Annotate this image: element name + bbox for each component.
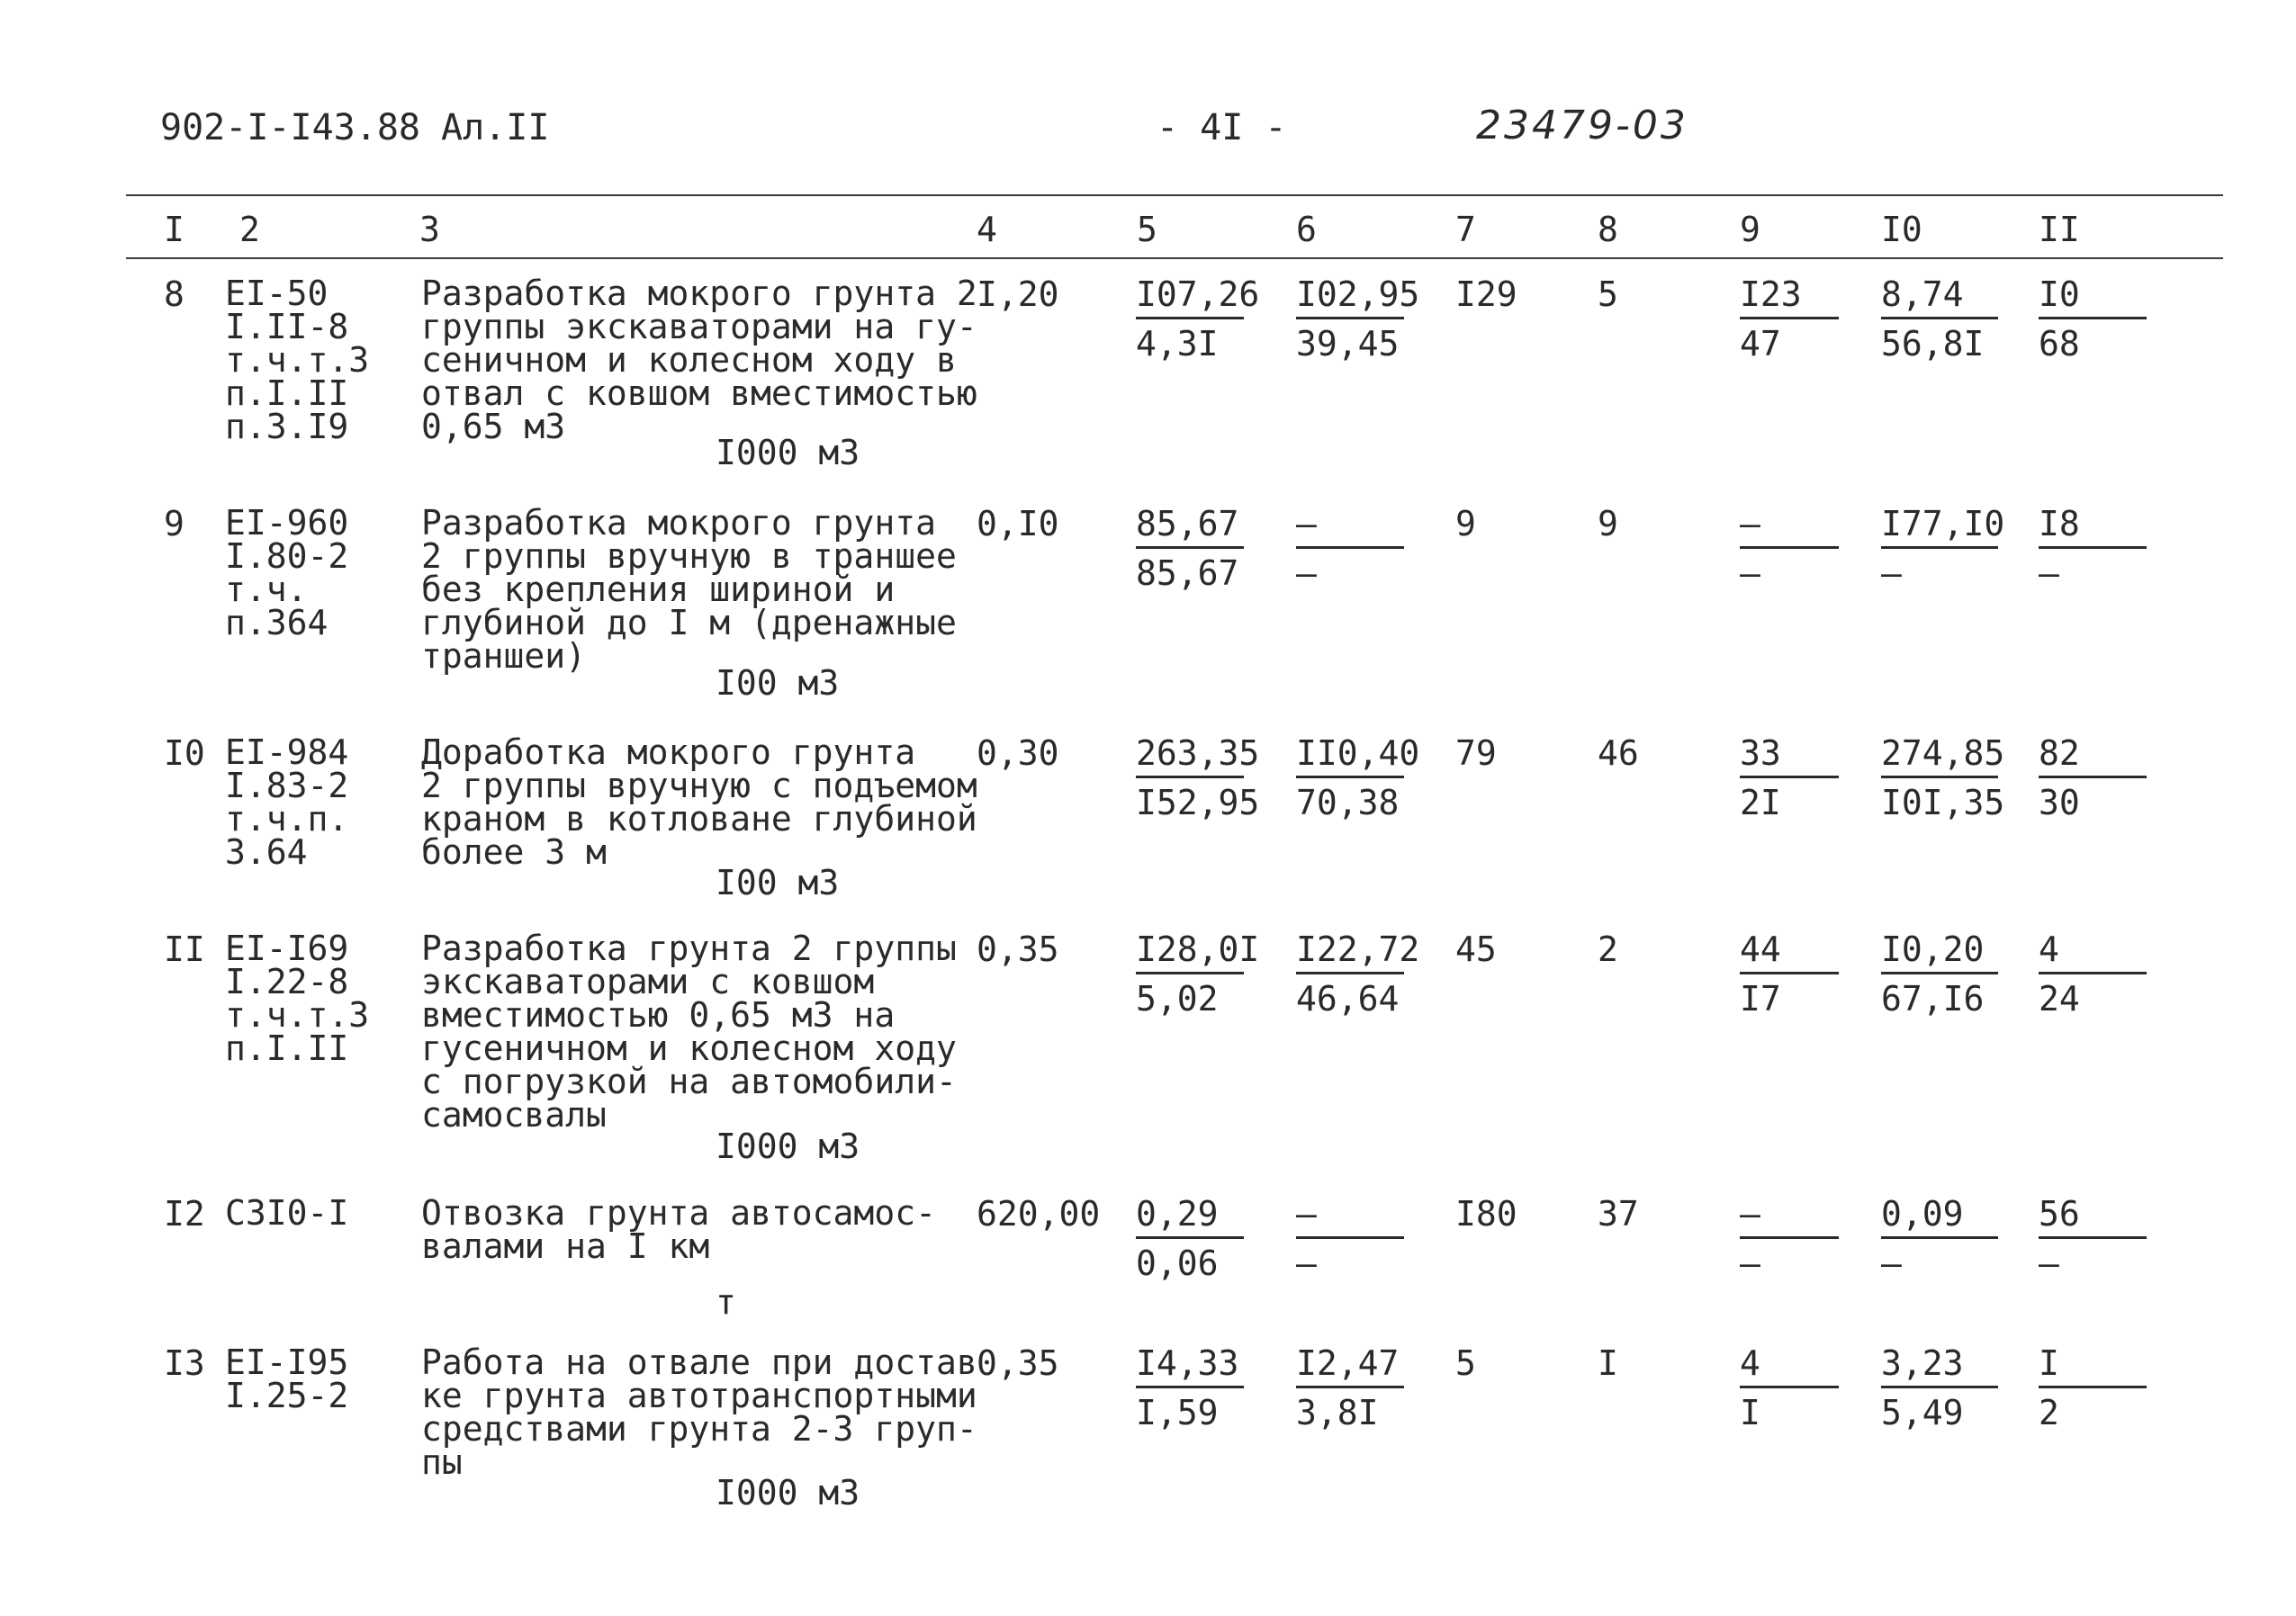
price-code-line: EI-960 (225, 503, 349, 543)
fraction-top: – (1296, 507, 1404, 549)
fraction-cell-c9 (1740, 1194, 1839, 1283)
fraction-cell-c9 (1740, 1343, 1839, 1432)
fraction-bottom: 30 (2039, 783, 2080, 822)
fraction-cell-c9 (1740, 274, 1839, 364)
price-code-line: т.ч.т.3 (225, 340, 370, 380)
fraction-cell-c11 (2039, 1343, 2147, 1432)
price-code-line: п.364 (225, 603, 329, 642)
fraction-top: 4 (1740, 1346, 1839, 1388)
work-description-line: пы (421, 1442, 463, 1482)
measure-unit: I00 м3 (716, 863, 840, 902)
fraction-top: 0,29 (1136, 1197, 1244, 1239)
machine-hours: 2 (1598, 929, 1618, 969)
fraction-cell-c5 (1136, 929, 1260, 1019)
fraction-cell-c6 (1296, 1194, 1404, 1283)
fraction-bottom: – (2039, 553, 2059, 593)
fraction-top: 3,23 (1881, 1346, 1998, 1388)
col-header-2: 2 (239, 210, 260, 249)
price-code-line: EI-I69 (225, 929, 349, 968)
fraction-cell-c10 (1881, 733, 2005, 822)
price-code-line: т.ч.п. (225, 799, 349, 839)
fraction-top: – (1740, 1197, 1839, 1239)
fraction-bottom: 46,64 (1296, 979, 1400, 1019)
col-header-11: II (2039, 210, 2080, 249)
fraction-cell-c11 (2039, 1194, 2147, 1283)
price-code-line: I.83-2 (225, 766, 349, 805)
fraction-bottom: 5,02 (1136, 979, 1219, 1019)
fraction-top: I77,I0 (1881, 507, 1998, 549)
fraction-cell-c10 (1881, 504, 2005, 593)
fraction-bottom: – (2039, 1243, 2059, 1283)
work-description-line: более 3 м (421, 832, 607, 872)
machine-hours: 37 (1598, 1194, 1639, 1234)
fraction-bottom: I,59 (1136, 1393, 1219, 1432)
labor-cost: I29 (1455, 274, 1517, 314)
fraction-bottom: 47 (1740, 324, 1781, 364)
fraction-bottom: 0,06 (1136, 1243, 1219, 1283)
fraction-cell-c5 (1136, 733, 1260, 822)
fraction-bottom: 70,38 (1296, 783, 1400, 822)
row-number: 9 (164, 504, 185, 543)
fraction-top: I22,72 (1296, 932, 1404, 974)
fraction-bottom: – (1296, 1243, 1317, 1283)
work-description-line: самосвалы (421, 1095, 607, 1135)
fraction-bottom: – (1881, 553, 1902, 593)
fraction-cell-c10 (1881, 1343, 1998, 1432)
price-code-line: I.80-2 (225, 536, 349, 576)
col-header-1: I (164, 210, 185, 249)
fraction-bottom: I0I,35 (1881, 783, 2005, 822)
quantity: 0,I0 (977, 504, 1059, 543)
fraction-cell-c5 (1136, 1194, 1244, 1283)
work-description-line: Разработка мокрого грунта (421, 503, 936, 543)
col-header-4: 4 (977, 210, 997, 249)
fraction-cell-c5 (1136, 274, 1260, 364)
fraction-cell-c5 (1136, 1343, 1244, 1432)
fraction-cell-c11 (2039, 733, 2147, 822)
fraction-cell-c10 (1881, 274, 1998, 364)
row-number: 8 (164, 274, 185, 314)
doc-code: 902-I-I43.88 (160, 107, 420, 148)
work-description-line: ке грунта автотранспортными (421, 1376, 977, 1415)
work-description-line: Разработка грунта 2 группы (421, 929, 957, 968)
row-number: I0 (164, 733, 205, 773)
fraction-bottom: 56,8I (1881, 324, 1985, 364)
work-description-line: средствами грунта 2-3 груп- (421, 1409, 977, 1449)
work-description-line: краном в котловане глубиной (421, 799, 977, 839)
work-description-line: с погрузкой на автомобили- (421, 1062, 957, 1101)
fraction-top: 56 (2039, 1197, 2147, 1239)
labor-cost: 5 (1455, 1343, 1476, 1383)
fraction-cell-c9 (1740, 504, 1839, 593)
machine-hours: 5 (1598, 274, 1618, 314)
fraction-top: 274,85 (1881, 736, 1998, 778)
fraction-cell-c10 (1881, 929, 1998, 1019)
fraction-bottom: 24 (2039, 979, 2080, 1019)
fraction-cell-c6 (1296, 733, 1420, 822)
price-code-line: п.3.I9 (225, 407, 349, 446)
machine-hours: 46 (1598, 733, 1639, 773)
fraction-bottom: I7 (1740, 979, 1781, 1019)
row-number: I3 (164, 1343, 205, 1383)
row-number: II (164, 929, 205, 969)
table-top-rule (126, 194, 2223, 196)
price-code-line: т.ч.т.3 (225, 995, 370, 1035)
quantity: 620,00 (977, 1194, 1101, 1234)
measure-unit: I000 м3 (716, 1127, 860, 1166)
fraction-top: I28,0I (1136, 932, 1244, 974)
fraction-bottom: 67,I6 (1881, 979, 1985, 1019)
work-description-line: глубиной до I м (дренажные (421, 603, 957, 642)
quantity: 0,30 (977, 733, 1059, 773)
measure-unit: т (716, 1282, 736, 1322)
table-header-rule (126, 257, 2223, 259)
fraction-bottom: 2I (1740, 783, 1781, 822)
machine-hours: I (1598, 1343, 1618, 1383)
labor-cost: 45 (1455, 929, 1497, 969)
col-header-3: 3 (419, 210, 440, 249)
work-description-line: группы экскаваторами на гу- (421, 307, 977, 346)
work-description-line: отвал с ковшом вместимостью (421, 373, 977, 413)
album-label: Ал.II (441, 107, 550, 148)
fraction-top: I2,47 (1296, 1346, 1404, 1388)
work-description-line: 2 группы вручную в траншее (421, 536, 957, 576)
work-description-line: Доработка мокрого грунта (421, 732, 916, 772)
fraction-bottom: 2 (2039, 1393, 2059, 1432)
fraction-top: 82 (2039, 736, 2147, 778)
labor-cost: 79 (1455, 733, 1497, 773)
work-description-line: валами на I км (421, 1226, 710, 1266)
fraction-bottom: 4,3I (1136, 324, 1219, 364)
fraction-top: I07,26 (1136, 277, 1244, 319)
fraction-cell-c6 (1296, 274, 1420, 364)
fraction-bottom: – (1296, 553, 1317, 593)
work-description-line: Работа на отвале при достав (421, 1342, 977, 1382)
fraction-top: 0,09 (1881, 1197, 1998, 1239)
work-description-line: 0,65 м3 (421, 407, 566, 446)
quantity: I,20 (977, 274, 1059, 314)
fraction-bottom: – (1740, 1243, 1760, 1283)
fraction-cell-c9 (1740, 733, 1839, 822)
work-description-line: сеничном и колесном ходу в (421, 340, 957, 380)
fraction-bottom: 68 (2039, 324, 2080, 364)
fraction-top: – (1740, 507, 1839, 549)
fraction-bottom: 3,8I (1296, 1393, 1379, 1432)
labor-cost: 9 (1455, 504, 1476, 543)
fraction-top: 85,67 (1136, 507, 1244, 549)
fraction-bottom: 5,49 (1881, 1393, 1964, 1432)
col-header-5: 5 (1137, 210, 1157, 249)
work-description-line: Разработка мокрого грунта 2 (421, 274, 977, 313)
col-header-9: 9 (1740, 210, 1760, 249)
fraction-top: II0,40 (1296, 736, 1404, 778)
fraction-cell-c9 (1740, 929, 1839, 1019)
price-code-line: I.25-2 (225, 1376, 349, 1415)
fraction-top: I23 (1740, 277, 1839, 319)
price-code-line: EI-I95 (225, 1342, 349, 1382)
work-description-line: без крепления шириной и (421, 570, 896, 609)
fraction-bottom: I52,95 (1136, 783, 1260, 822)
inventory-stamp: 23479-03 (1476, 103, 1688, 148)
price-code-line: EI-984 (225, 732, 349, 772)
fraction-cell-c6 (1296, 929, 1420, 1019)
fraction-bottom: I (1740, 1393, 1760, 1432)
fraction-bottom: 39,45 (1296, 324, 1400, 364)
fraction-top: 8,74 (1881, 277, 1998, 319)
fraction-top: I0 (2039, 277, 2147, 319)
fraction-cell-c6 (1296, 504, 1404, 593)
fraction-cell-c11 (2039, 504, 2147, 593)
fraction-top: 263,35 (1136, 736, 1244, 778)
price-code-line: п.I.II (225, 1028, 349, 1068)
fraction-top: 44 (1740, 932, 1839, 974)
fraction-top: 33 (1740, 736, 1839, 778)
fraction-cell-c11 (2039, 274, 2147, 364)
work-description-line: гусеничном и колесном ходу (421, 1028, 957, 1068)
fraction-top: I8 (2039, 507, 2147, 549)
fraction-top: I4,33 (1136, 1346, 1244, 1388)
price-code-line: т.ч. (225, 570, 308, 609)
price-code-line: п.I.II (225, 373, 349, 413)
fraction-cell-c6 (1296, 1343, 1404, 1432)
work-description-line: экскаваторами с ковшом (421, 962, 875, 1001)
work-description-line: траншеи) (421, 636, 587, 676)
machine-hours: 9 (1598, 504, 1618, 543)
labor-cost: I80 (1455, 1194, 1517, 1234)
fraction-cell-c10 (1881, 1194, 1998, 1283)
fraction-top: I0,20 (1881, 932, 1998, 974)
price-code-line: 3.64 (225, 832, 308, 872)
page-number: - 4I - (1157, 107, 1287, 148)
measure-unit: I000 м3 (716, 1473, 860, 1513)
measure-unit: I000 м3 (716, 433, 860, 472)
quantity: 0,35 (977, 929, 1059, 969)
fraction-cell-c11 (2039, 929, 2147, 1019)
fraction-top: 4 (2039, 932, 2147, 974)
fraction-bottom: – (1740, 553, 1760, 593)
quantity: 0,35 (977, 1343, 1059, 1383)
fraction-bottom: 85,67 (1136, 553, 1239, 593)
price-code-line: I.22-8 (225, 962, 349, 1001)
fraction-cell-c5 (1136, 504, 1244, 593)
col-header-8: 8 (1598, 210, 1618, 249)
work-description-line: Отвозка грунта автосамос- (421, 1193, 936, 1233)
fraction-top: I02,95 (1296, 277, 1404, 319)
measure-unit: I00 м3 (716, 663, 840, 703)
col-header-6: 6 (1296, 210, 1317, 249)
work-description-line: 2 группы вручную с подъемом (421, 766, 977, 805)
fraction-bottom: – (1881, 1243, 1902, 1283)
col-header-7: 7 (1455, 210, 1476, 249)
row-number: I2 (164, 1194, 205, 1234)
price-code-line: EI-50 (225, 274, 329, 313)
price-code-line: I.II-8 (225, 307, 349, 346)
col-header-10: I0 (1881, 210, 1922, 249)
fraction-top: I (2039, 1346, 2147, 1388)
price-code-line: С3I0-I (225, 1193, 349, 1233)
work-description-line: вместимостью 0,65 м3 на (421, 995, 896, 1035)
fraction-top: – (1296, 1197, 1404, 1239)
